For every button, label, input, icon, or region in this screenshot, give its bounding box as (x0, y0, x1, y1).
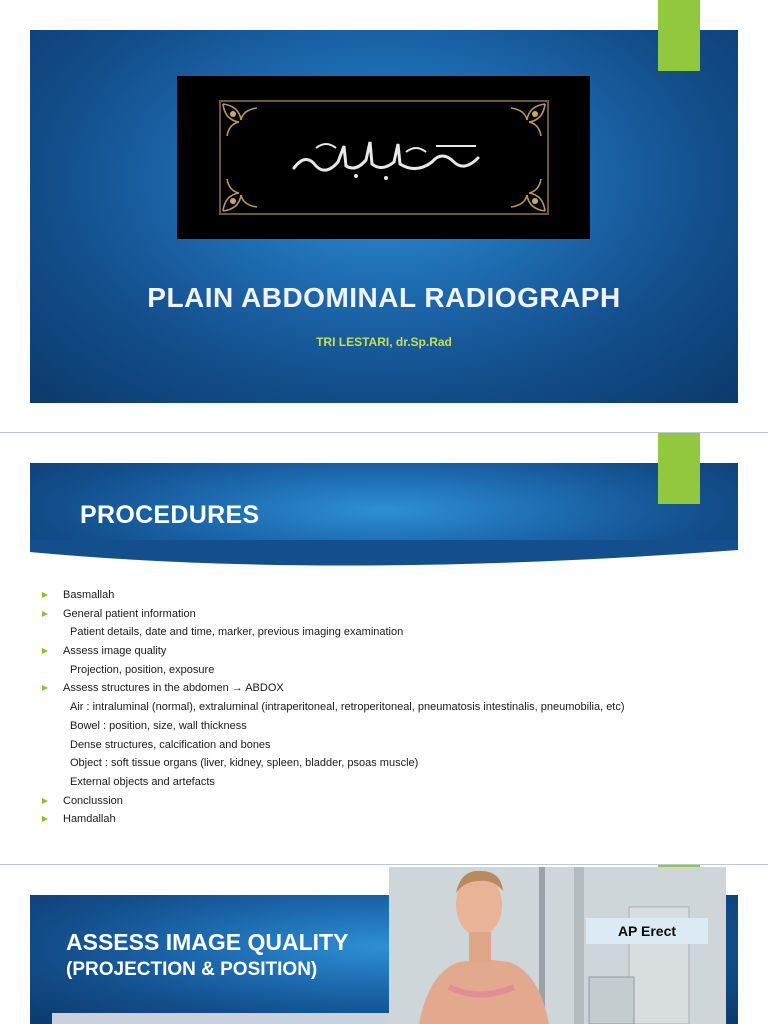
accent-tab (658, 433, 700, 504)
header-wave-shape (30, 540, 738, 585)
bullet-item: Hamdallah (40, 810, 760, 829)
bullet-item: General patient information (40, 605, 760, 624)
presentation-title: PLAIN ABDOMINAL RADIOGRAPH (147, 282, 621, 313)
sub-item: Air : intraluminal (normal), extraluminal (intraperitoneal, retroperitoneal, pneumatosis intestinalis, pneumobilia, etc) (70, 701, 625, 714)
content-panel-edge (52, 1013, 392, 1024)
title-slide (30, 30, 738, 403)
accent-tab (658, 0, 700, 71)
bullet-item: Basmallah (40, 586, 760, 605)
image-quality-title: ASSESS IMAGE QUALITY (66, 929, 349, 955)
sub-item: Dense structures, calcification and bones (70, 738, 271, 751)
sub-item: External objects and artefacts (70, 775, 215, 788)
sub-item: Patient details, date and time, marker, previous imaging examination (70, 626, 404, 639)
bullet-item: Assess image quality (40, 642, 760, 661)
basmallah-banner (177, 76, 590, 239)
slide-divider (0, 864, 768, 865)
sub-item: Object : soft tissue organs (liver, kidney, spleen, bladder, psoas muscle) (70, 757, 419, 770)
ornament-corner-icon (509, 102, 547, 138)
bullet-item: Conclussion (40, 792, 760, 811)
ornamental-frame (219, 100, 549, 215)
ornament-corner-icon (509, 177, 547, 213)
sub-item: Projection, position, exposure (70, 663, 215, 676)
patient-photo-illustration (389, 867, 726, 1024)
bullet-item: Assess structures in the abdomen → ABDOX (40, 679, 760, 698)
image-quality-subtitle: (PROJECTION & POSITION) (66, 959, 318, 980)
ornament-corner-icon (221, 102, 259, 138)
ornament-corner-icon (221, 177, 259, 213)
basmallah-calligraphy-icon (286, 132, 486, 184)
sub-item: Bowel : position, size, wall thickness (70, 719, 247, 732)
projection-label: AP Erect (586, 918, 708, 944)
slide-divider (0, 432, 768, 433)
patient-photo (389, 867, 726, 1024)
procedures-list (40, 586, 760, 829)
author-subtitle: TRI LESTARI, dr.Sp.Rad (316, 335, 452, 349)
procedures-title: PROCEDURES (80, 501, 260, 529)
